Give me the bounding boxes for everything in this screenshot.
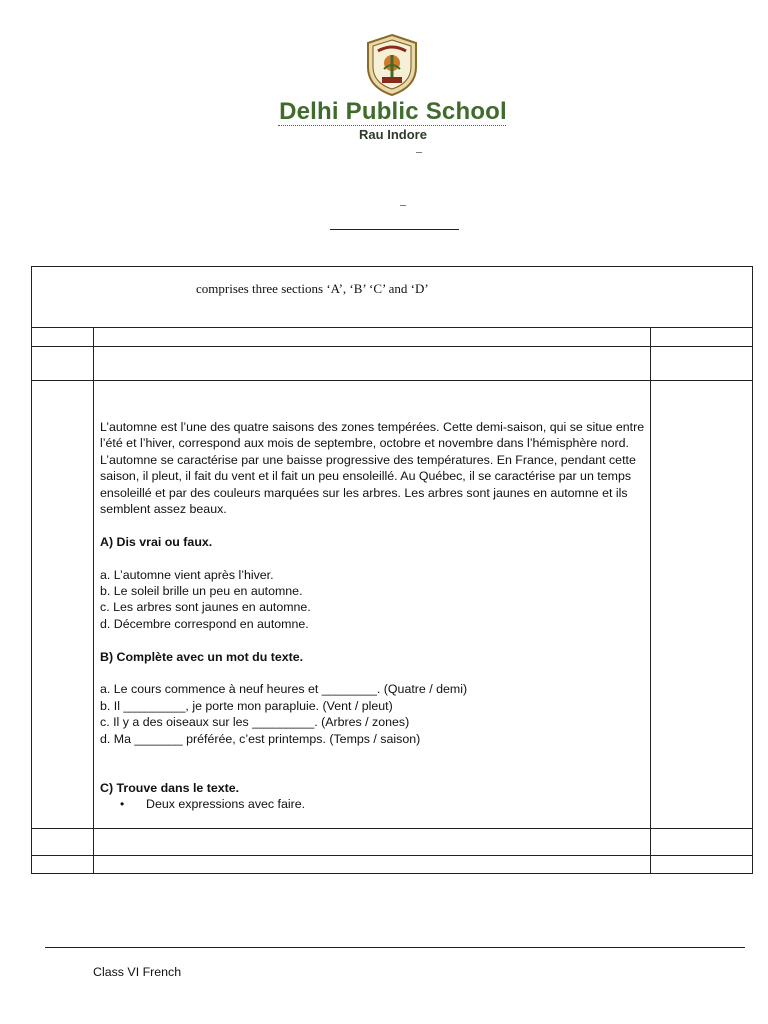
school-location: Rau Indore bbox=[359, 127, 427, 142]
school-name: Delhi Public School bbox=[279, 98, 507, 125]
table-column-divider bbox=[650, 327, 651, 874]
table-rule bbox=[31, 828, 753, 829]
table-rule bbox=[31, 380, 753, 381]
reading-passage: L’automne est l’une des quatre saisons des zones tempérées. Cette demi-saison, qui se situe entre l’été et l’hiver, correspond aux mois de septembre, octobre et novembre dans l’hémisphère nord. L’automne se caractérise par une baisse progressive des températures. En France, pendant cette saison, il pleut, il fait du vent et il fait un peu ensoleillé. Au Québec, il se caractérise par un temps ensoleillé et par des couleurs marquées sur les arbres. Les arbres sont jaunes en automne et ils semblent assez beaux. bbox=[100, 420, 645, 517]
bullet-icon: • bbox=[120, 797, 125, 812]
list-item: d. Ma _______ préférée, c’est printemps. (Temps / saison) bbox=[100, 731, 421, 746]
list-item: d. Décembre correspond en automne. bbox=[100, 616, 309, 631]
school-crest-icon bbox=[364, 33, 420, 97]
table-rule bbox=[31, 346, 753, 347]
footer-label: Class VI French bbox=[93, 965, 182, 979]
question-content bbox=[100, 419, 645, 813]
list-item: a. L’automne vient après l’hiver. bbox=[100, 567, 274, 582]
dash-mark: – bbox=[400, 197, 406, 211]
instructions-text: comprises three sections ‘A’, ‘B’ ‘C’ and ‘D’ bbox=[196, 281, 429, 296]
section-c-title: C) Trouve dans le texte. bbox=[100, 780, 240, 795]
list-item: c. Il y a des oiseaux sur les _________. (Arbres / zones) bbox=[100, 715, 410, 730]
list-item bbox=[100, 796, 645, 812]
list-item: b. Il _________, je porte mon parapluie. (Vent / pleut) bbox=[100, 698, 393, 713]
section-b-title: B) Complète avec un mot du texte. bbox=[100, 649, 304, 664]
list-item: c. Les arbres sont jaunes en automne. bbox=[100, 600, 311, 615]
table-rule bbox=[31, 873, 753, 874]
dash-mark: – bbox=[416, 144, 422, 158]
table-rule bbox=[31, 327, 753, 328]
table-rule bbox=[31, 855, 753, 856]
footer-divider bbox=[45, 947, 745, 948]
section-a-title: A) Dis vrai ou faux. bbox=[100, 534, 213, 549]
list-item-text: Deux expressions avec faire. bbox=[146, 797, 306, 812]
table-column-divider bbox=[93, 327, 94, 874]
header-divider bbox=[278, 125, 506, 126]
list-item: a. Le cours commence à neuf heures et ________. (Quatre / demi) bbox=[100, 682, 468, 697]
list-item: b. Le soleil brille un peu en automne. bbox=[100, 584, 303, 599]
title-underline bbox=[330, 229, 459, 230]
table-rule bbox=[31, 266, 753, 267]
